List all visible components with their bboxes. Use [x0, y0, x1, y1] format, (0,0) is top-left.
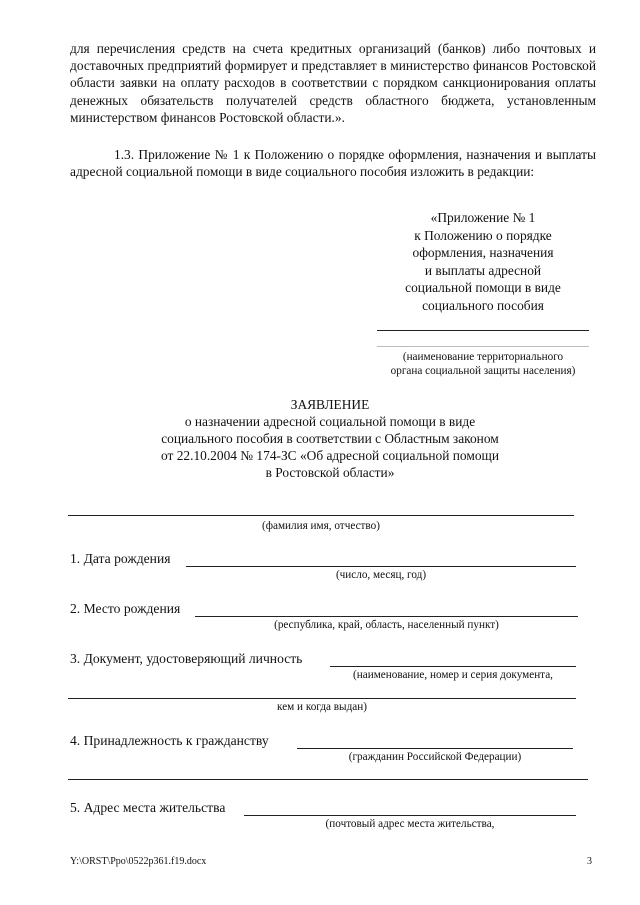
birth-date-line — [186, 566, 576, 567]
address-label: 5. Адрес места жительства — [70, 800, 226, 815]
attachment-header-line: социальной помощи в виде — [405, 280, 561, 296]
birth-date-label: 1. Дата рождения — [70, 551, 171, 566]
attachment-header-line: социального пособия — [422, 297, 544, 313]
id-doc-caption-1: (наименование, номер и серия документа, — [353, 669, 553, 681]
item-1-3-paragraph: 1.3. Приложение № 1 к Положению о порядке оформления, назначения и выплаты адресной социальной помощи в виде социального пособия изложить в редакции: — [70, 147, 596, 180]
address-caption: (почтовый адрес места жительства, — [325, 818, 495, 830]
id-doc-label: 3. Документ, удостоверяющий личность — [70, 651, 303, 666]
fio-caption: (фамилия имя, отчество) — [262, 520, 380, 532]
title-line: от 22.10.2004 № 174-ЗС «Об адресной социальной помощи — [160, 448, 499, 463]
recipient-line-2 — [377, 346, 589, 347]
id-doc-line-2 — [68, 698, 576, 699]
citizenship-caption: (гражданин Российской Федерации) — [348, 751, 522, 763]
continuation-paragraph: для перечисления средств на счета кредитных организаций (банков) либо почтовых и доставочных предприятий формирует и представляет в министерство финансов Ростовской области заявки на оплату расходов в соответствии с порядком санкционирования оплаты денежных обязательств получателей средств областного бюджета, установленным министерством финансов Ростовской области.». — [70, 41, 596, 125]
footer-page-number: 3 — [587, 856, 592, 867]
attachment-header — [377, 209, 589, 315]
attachment-header-line: оформления, назначения — [412, 245, 554, 261]
birth-place-caption: (республика, край, область, населенный пункт) — [274, 619, 499, 631]
attachment-header-line: «Приложение № 1 — [430, 210, 536, 225]
citizenship-line — [297, 748, 573, 749]
recipient-caption-2: органа социальной защиты населения) — [390, 365, 576, 377]
recipient-line — [377, 330, 589, 331]
title-line: в Ростовской области» — [265, 465, 395, 480]
footer-file-path: Y:\ORST\Ppo\0522p361.f19.docx — [70, 856, 207, 867]
title-heading: ЗАЯВЛЕНИЕ — [290, 397, 370, 412]
title-line: социального пособия в соответствии с Областным законом — [161, 431, 499, 446]
recipient-caption-1: (наименование территориального — [402, 351, 564, 363]
address-line — [244, 815, 576, 816]
attachment-header-line: и выплаты адресной — [424, 262, 542, 278]
birth-date-caption: (число, месяц, год) — [335, 569, 427, 581]
attachment-header-line: к Положению о порядке — [414, 227, 552, 243]
fio-line — [68, 515, 574, 516]
birth-place-line — [195, 616, 578, 617]
title-line: о назначении адресной социальной помощи в виде — [184, 414, 476, 429]
id-doc-line — [330, 666, 576, 667]
statement-title — [120, 396, 540, 481]
citizenship-label: 4. Принадлежность к гражданству — [70, 733, 269, 748]
id-doc-caption-2: кем и когда выдан) — [277, 701, 367, 713]
citizenship-line-2 — [68, 779, 588, 780]
birth-place-label: 2. Место рождения — [70, 601, 181, 616]
